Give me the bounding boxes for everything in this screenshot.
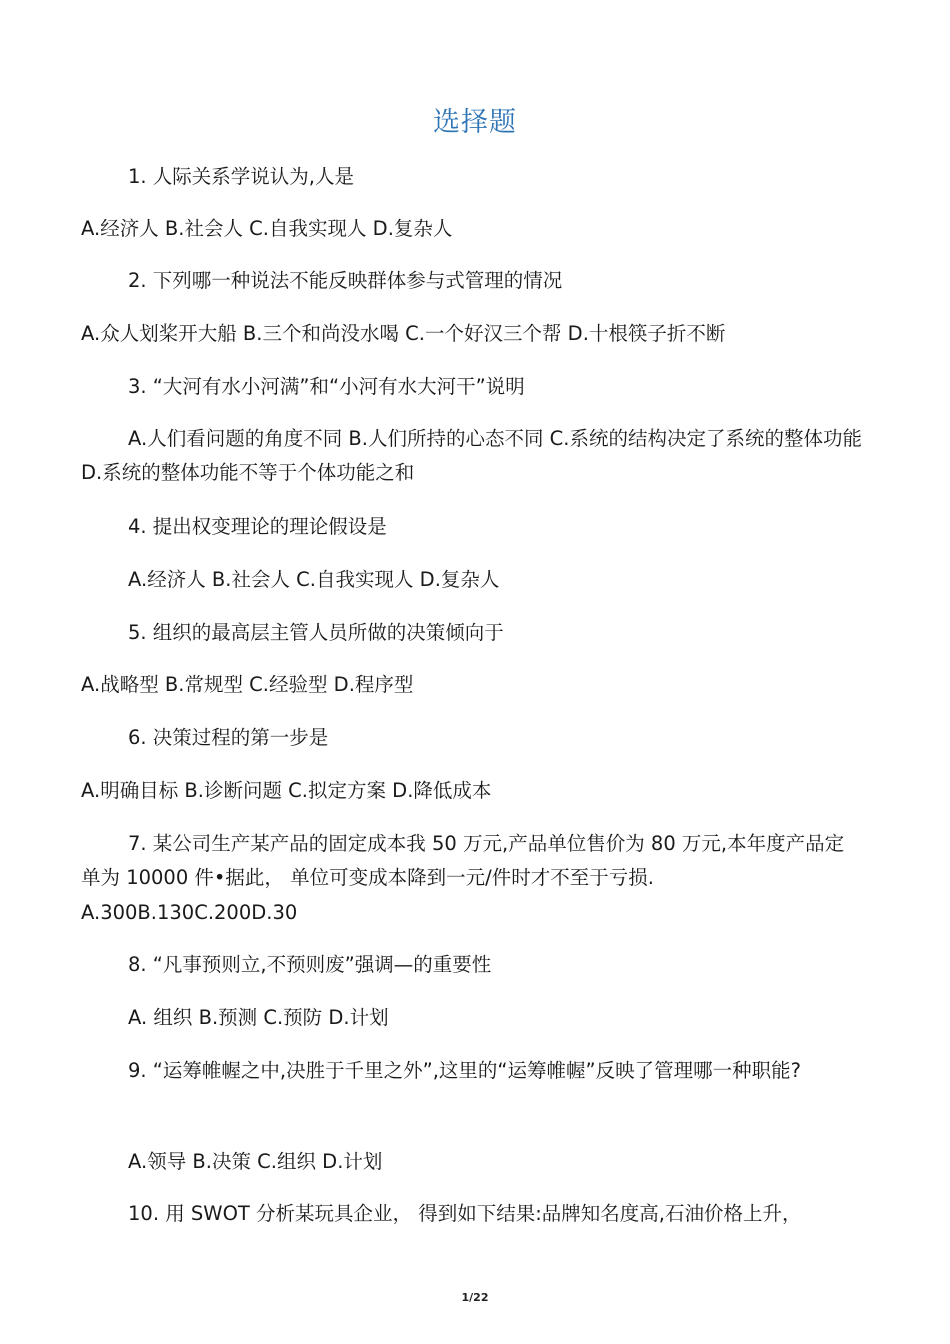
- question-6-options: A.明确目标 B.诊断问题 C.拟定方案 D.降低成本: [81, 779, 492, 802]
- question-5: 5. 组织的最高层主管人员所做的决策倾向于: [128, 621, 504, 644]
- page-number: 1/22: [461, 1291, 489, 1304]
- question-7: 7. 某公司生产某产品的固定成本我 50 万元,产品单位售价为 80 万元,本年度产品定单为 10000 件•据此， 单位可变成本降到一元/件时才不至于亏损.: [81, 832, 845, 889]
- page-title: 选择题: [433, 107, 517, 138]
- question-6: 6. 决策过程的第一步是: [128, 726, 329, 749]
- question-10: 10. 用 SWOT 分析某玩具企业， 得到如下结果:品牌知名度高,石油价格上升，: [128, 1202, 802, 1225]
- question-3-options: A.人们看问题的角度不同 B.人们所持的心态不同 C.系统的结构决定了系统的整体功能 D.系统的整体功能不等于个体功能之和: [81, 427, 862, 484]
- question-4-options: A.经济人 B.社会人 C.自我实现人 D.复杂人: [128, 568, 500, 591]
- question-7-options: A.300B.130C.200D.30: [81, 901, 298, 924]
- question-1-options: A.经济人 B.社会人 C.自我实现人 D.复杂人: [81, 217, 453, 240]
- question-2: 2. 下列哪一种说法不能反映群体参与式管理的情况: [128, 269, 563, 292]
- question-5-options: A.战略型 B.常规型 C.经验型 D.程序型: [81, 673, 414, 696]
- question-9-options: A.领导 B.决策 C.组织 D.计划: [128, 1150, 383, 1173]
- question-9: 9. “运筹帷幄之中,决胜于千里之外”,这里的“运筹帷幄”反映了管理哪一种职能?: [128, 1059, 801, 1082]
- question-3: 3. “大河有水小河满”和“小河有水大河干”说明: [128, 375, 525, 398]
- question-2-options: A.众人划桨开大船 B.三个和尚没水喝 C.一个好汉三个帮 D.十根筷子折不断: [81, 322, 726, 345]
- question-1: 1. 人际关系学说认为,人是: [128, 165, 355, 188]
- question-8-options: A. 组织 B.预测 C.预防 D.计划: [128, 1006, 389, 1029]
- question-8: 8. “凡事预则立,不预则废”强调—的重要性: [128, 953, 492, 976]
- question-4: 4. 提出权变理论的理论假设是: [128, 515, 387, 538]
